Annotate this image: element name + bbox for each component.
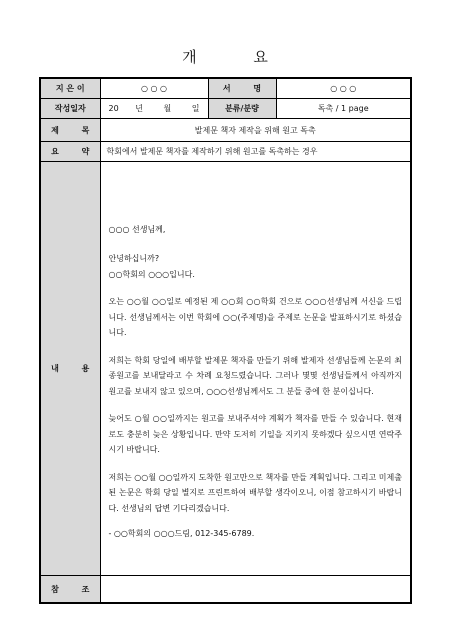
author-value: ○ ○ ○ [100, 78, 208, 99]
date-day-unit: 일 [191, 104, 200, 113]
subject-value: 발제문 책자 제작을 위해 원고 독촉 [100, 119, 411, 142]
content-body [100, 162, 411, 576]
subject-row [40, 119, 411, 142]
reference-row [40, 576, 411, 604]
letter-paragraph-2: 저희는 학회 당일에 배부할 발제문 책자를 만들기 위해 발제자 선생님들께 논문의 최종원고를 보내달라고 수 차례 요청드렸습니다. 그러나 몇몇 선생님들께서 아직까지 원고를 보내지 않고 있으며, ○○○선생님께서도 그 분들 중에 한 분이십니다. [108, 355, 402, 396]
date-label: 작성일자 [40, 99, 100, 119]
content-label: 내 용 [40, 162, 100, 576]
category-label: 분류/분량 [208, 99, 276, 119]
reference-label: 참 조 [40, 576, 100, 604]
author-label: 지 은 이 [40, 78, 100, 99]
letter-paragraph-1: 오는 ○○월 ○○일로 예정된 제 ○○회 ○○학회 건으로 ○○○선생님께 서신을 드립니다. 선생님께서는 이번 학회에 ○○(주제명)을 주제로 논문을 발표하시기로 하셨습니다. [108, 297, 402, 337]
date-month-unit: 월 [163, 104, 172, 113]
letter-paragraph-4: 저희는 ○○월 ○○일까지 도착한 원고만으로 책자를 만들 계획입니다. 그리고 미제출된 논문은 학회 당일 별지로 프린트하여 배부할 생각이오니, 이점 참고하시기 바랍니다. 선생님의 답변 기다리겠습니다. [108, 472, 402, 513]
letter-hello: 안녕하십니까? [108, 254, 160, 263]
date-value [100, 99, 208, 119]
letter-intro: ○○학회의 ○○○입니다. [108, 269, 195, 279]
content-row [40, 162, 411, 576]
letter-signature: - ○○학회의 ○○○드림, 012-345-6789. [108, 529, 255, 538]
reference-value [100, 576, 411, 604]
signature-label: 서 명 [208, 78, 276, 99]
page-title: 개 요 [182, 48, 294, 66]
date-row [40, 99, 411, 119]
summary-label: 요 약 [40, 142, 100, 162]
letter-paragraph-3: 늦어도 ○월 ○○일까지는 원고를 보내주셔야 계획가 책자를 만들 수 있습니다. 현재로도 충분히 늦은 상황입니다. 만약 도저히 기일을 지키지 못하겠다 싶으시면 연락주시기 바랍니다. [108, 414, 402, 454]
summary-form-table [39, 77, 412, 604]
date-year: 20 [108, 104, 119, 113]
letter-greeting: ○○○ 선생님께, [108, 224, 166, 234]
summary-row [40, 142, 411, 162]
category-value: 독촉 / 1 page [276, 99, 411, 119]
summary-value: 학회에서 발제문 책자를 제작하기 위해 원고를 독촉하는 경우 [100, 142, 411, 162]
date-year-unit: 년 [135, 104, 143, 113]
subject-label: 제 목 [40, 119, 100, 142]
signature-value: ○ ○ ○ [276, 78, 411, 99]
author-row [40, 78, 411, 99]
